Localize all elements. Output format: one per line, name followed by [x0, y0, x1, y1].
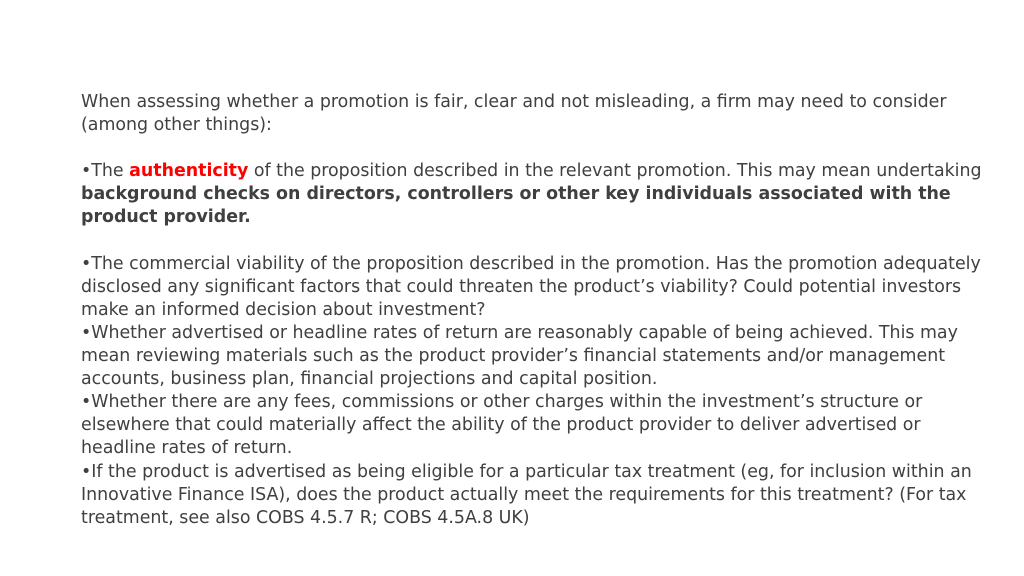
bullet-fees-commissions: •Whether there are any fees, commissions or other charges within the investment’s structure or elsewhere that could materially affect the ability of the product provider to deliver advertised or headline rates of return. [81, 392, 923, 459]
spacer [81, 137, 991, 160]
intro-paragraph: When assessing whether a promotion is fair, clear and not misleading, a firm may need to consider (among other things): [81, 92, 947, 136]
slide-body [81, 91, 991, 530]
bullet-middle-text: of the proposition described in the relevant promotion. This may mean undertaking [248, 161, 982, 182]
bullet-rates-of-return: •Whether advertised or headline rates of return are reasonably capable of being achieved. This may mean reviewing materials such as the product provider’s financial statements and/or management accounts, business plan, financial projections and capital position. [81, 322, 958, 390]
spacer [81, 230, 991, 253]
bullet-commercial-viability: •The commercial viability of the proposition described in the promotion. Has the promotion adequately disclosed any significant factors that could threaten the product’s viability? Could potential investors make an informed decision about investment? [81, 253, 981, 320]
bullet-tax-treatment: •If the product is advertised as being eligible for a particular tax treatment (eg, for inclusion within an Innovative Finance ISA), does the product actually meet the requirements for this treatment? (For tax treatment, see also COBS 4.5.7 R; COBS 4.5A.8 UK) [81, 461, 972, 528]
bullet-authenticity [81, 160, 991, 229]
background-checks-text: background checks on directors, controllers or other key individuals associated with the product provider. [81, 184, 951, 228]
bullet-prefix: •The [81, 161, 130, 182]
authenticity-highlight: authenticity [129, 161, 249, 182]
